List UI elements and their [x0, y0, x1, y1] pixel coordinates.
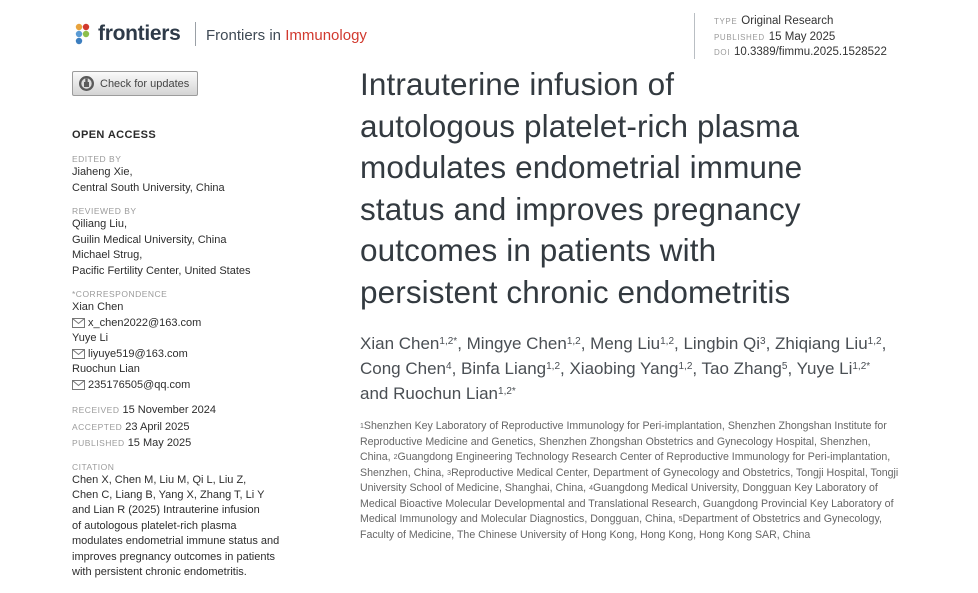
header-divider [195, 22, 196, 46]
author-name[interactable]: Mingye Chen$^{1,2}$ [466, 334, 581, 353]
meta-type-label: TYPE [714, 17, 738, 26]
affiliations [360, 419, 900, 543]
affiliation-marker: 3 [447, 469, 452, 477]
author-name[interactable]: Cong Chen$^4$ [360, 359, 452, 378]
author-name[interactable]: Lingbin Qi$^3$ [683, 334, 766, 353]
citation-text [72, 473, 312, 581]
check-for-updates-button[interactable] [72, 71, 198, 96]
received-value: 15 November 2024 [122, 404, 217, 416]
correspondent-email[interactable] [72, 347, 317, 363]
citation-line: of autologous platelet-rich plasma [72, 519, 237, 532]
affiliation-marker: 1 [360, 423, 364, 430]
affiliation-text: Shenzhen Key Laboratory of Reproductive Immunology for Peri-implantation, Shenzhen Zhongshan Institute for Reproductive Medicine and Genetics, Shenzhen Zhongshan Obstetrics and Gynecology Hospital, Shenzhen, China, [360, 420, 887, 463]
correspondent-email[interactable] [72, 378, 317, 394]
meta-type [714, 14, 887, 30]
received-date [72, 402, 317, 419]
citation-line: modulates endometrial immune status and [72, 535, 280, 548]
citation-line: with persistent chronic endometritis. [72, 565, 247, 578]
affiliation-text: Guangdong Engineering Technology Research Center of Reproductive Immunology for Peri-implantation, Shenzhen, China, [360, 451, 891, 479]
title-line: autologous platelet-rich plasma [360, 107, 800, 144]
reviewer-affiliation: Guilin Medical University, China [72, 233, 227, 246]
citation-line: and Lian R (2025) Intrauterine infusion [72, 504, 260, 517]
reviewed-by-label: REVIEWED BY [72, 206, 137, 216]
author-list: Xian Chen$^{1,2*}$, Mingye Chen$^{1,2}$, Meng Liu$^{1,2}$, Lingbin Qi$^3$, Zhiqiang Liu$^{1,2}$, Cong Chen$^4$, Binfa Liang$^{1,2}$, Xiaobing Yang$^{1,2}$, Tao Zhang$^5$, Yuye $Li^{1,2*}$ and Ruochun Lian$^{1,2*}$ [360, 334, 887, 403]
email-icon [72, 349, 85, 359]
article-title [360, 64, 920, 313]
reviewer-name: Michael Strug, [72, 249, 143, 261]
correspondent-name: Xian Chen [72, 301, 124, 313]
author-affiliation-marker: 1,2* [852, 361, 871, 372]
author-name[interactable]: Yuye $Li^{1,2*}$ [796, 359, 871, 378]
author-affiliation-marker: 1,2 [867, 336, 882, 347]
citation-line: Chen X, Chen M, Liu M, Qi L, Liu Z, [72, 473, 247, 486]
title-line: outcomes in patients with [360, 232, 717, 268]
citation-line: Chen C, Liang B, Yang X, Zhang T, Li Y [72, 488, 265, 501]
affiliation-marker: 2 [393, 454, 398, 461]
article-meta [714, 14, 887, 61]
meta-published-value: 15 May 2025 [768, 30, 836, 43]
author-affiliation-marker: 1,2* [498, 386, 516, 397]
title-line: status and improves pregnancy [360, 190, 801, 227]
title-line: persistent chronic endometritis [360, 273, 791, 310]
email-icon [72, 318, 85, 328]
logo-text: frontiers [98, 22, 181, 45]
author-name[interactable]: Xiaobing Yang$^{1,2}$ [569, 359, 693, 378]
check-updates-label: Check for updates [100, 77, 190, 90]
author-affiliation-marker: 3 [760, 336, 766, 347]
author-affiliation-marker: 5 [781, 361, 788, 372]
meta-doi-label: DOI [714, 48, 731, 57]
meta-published [714, 30, 887, 46]
frontiers-logo-icon [72, 22, 94, 46]
title-line: Intrauterine infusion of [360, 66, 675, 102]
meta-type-value: Original Research [741, 15, 834, 27]
reviewer-name: Qiliang Liu, [72, 218, 128, 230]
article-sidebar [72, 129, 317, 580]
edited-by-label: EDITED BY [72, 154, 122, 164]
journal-name[interactable] [206, 27, 367, 44]
published-value: 15 May 2025 [127, 437, 192, 449]
frontiers-logo[interactable] [72, 20, 180, 48]
correspondent-email[interactable] [72, 316, 317, 332]
author-name[interactable]: Tao Zhang$^5$ [701, 359, 788, 378]
citation-line: improves pregnancy outcomes in patients [72, 550, 275, 563]
email-address[interactable]: 235176505@qq.com [88, 378, 191, 391]
affiliation-marker: 4 [589, 485, 593, 492]
accepted-label: ACCEPTED [72, 421, 123, 432]
affiliation-text: Guangdong Medical University, Dongguan Key Laboratory of Medical Bioactive Molecular Developmental and Translational Research, Guangdong Provincial Key Laboratory of Medical Immunology and Molecular Diagnostics, Dongguan, China, [360, 482, 894, 525]
accepted-value: 23 April 2025 [125, 420, 190, 433]
author-affiliation-marker: 1,2 [566, 336, 581, 347]
email-address[interactable]: liyuye519@163.com [88, 347, 188, 360]
journal-accent: Immunology [285, 27, 367, 44]
author-name[interactable]: Zhiqiang Liu$^{1,2}$ [775, 334, 882, 353]
meta-divider [694, 13, 695, 59]
meta-published-label: PUBLISHED [714, 32, 765, 42]
email-icon [72, 380, 85, 390]
author-name[interactable]: Binfa Liang$^{1,2}$ [461, 359, 561, 378]
affiliation-marker: 5 [678, 516, 683, 523]
received-label: RECEIVED [72, 405, 120, 415]
meta-doi-value[interactable]: 10.3389/fimmu.2025.1528522 [734, 46, 887, 58]
accepted-date [72, 419, 317, 436]
editor-affiliation: Central South University, China [72, 181, 225, 194]
affiliation-text: Department of Obstetrics and Gynecology, Faculty of Medicine, The Chinese University of Hong Kong, Hong Kong, Hong Kong SAR, China [360, 513, 882, 541]
author-affiliation-marker: 1,2* [439, 336, 458, 347]
open-access-label: OPEN ACCESS [72, 129, 157, 141]
author-name[interactable]: Meng Liu$^{1,2}$ [590, 334, 675, 353]
author-affiliation-marker: 1,2 [546, 361, 561, 372]
published-label: PUBLISHED [72, 438, 125, 448]
author-name[interactable]: Xian Chen$^{1,2*}$ [360, 334, 458, 353]
check-updates-icon [78, 75, 95, 92]
correspondent-name: Yuye Li [72, 332, 109, 344]
affiliation-text: Reproductive Medical Center, Department of Gynecology and Obstetrics, Tongji Hospital, Tongji University School of Medicine, Shanghai, China, [360, 466, 899, 494]
reviewer-affiliation: Pacific Fertility Center, United States [72, 264, 251, 277]
published-date [72, 435, 317, 452]
citation-label: CITATION [72, 461, 115, 472]
author-affiliation-marker: 4 [446, 361, 452, 372]
meta-doi [714, 45, 887, 61]
correspondence-label: *CORRESPONDENCE [72, 289, 168, 299]
journal-prefix: Frontiers in [206, 27, 286, 44]
title-line: modulates endometrial immune [360, 149, 803, 185]
editor-name: Jiaheng Xie, [72, 166, 133, 178]
correspondent-name: Ruochun Lian [72, 363, 140, 375]
author-affiliation-marker: 1,2 [660, 336, 675, 347]
email-address[interactable]: x_chen2022@163.com [88, 316, 202, 329]
dates-block [72, 402, 317, 452]
author-affiliation-marker: 1,2 [678, 361, 693, 372]
author-name[interactable]: Ruochun Lian$^{1,2*}$ [393, 384, 516, 403]
